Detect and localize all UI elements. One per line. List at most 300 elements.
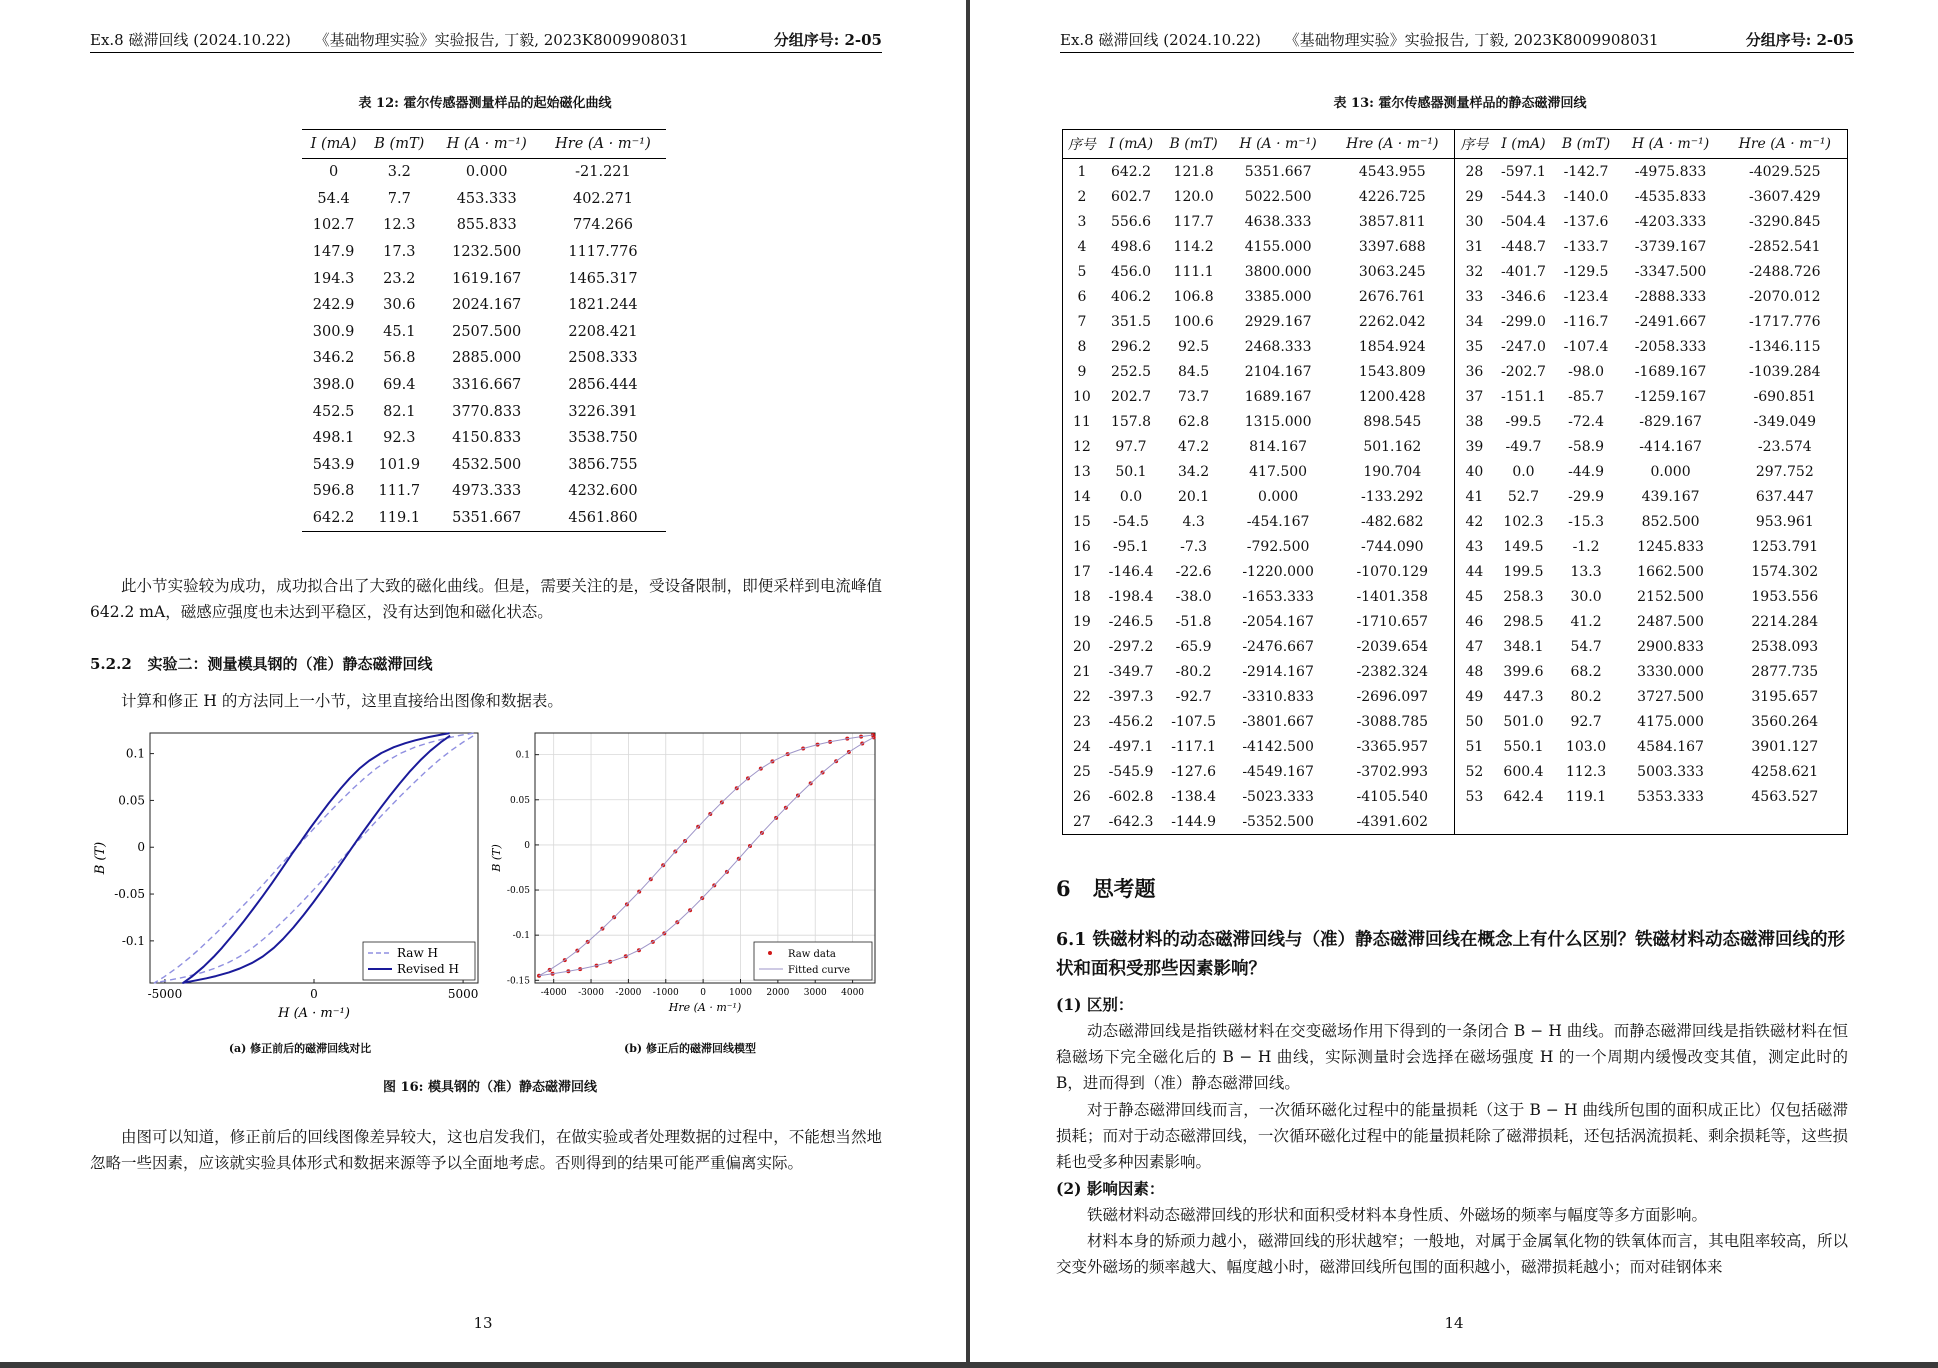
table-cell: 157.8 (1110, 413, 1152, 430)
table-cell: 62.8 (1178, 413, 1210, 430)
table-row (302, 319, 666, 346)
table-cell: -247.0 (1501, 338, 1546, 355)
table-row (302, 239, 666, 266)
table-row (1063, 809, 1848, 835)
table-cell: 4.3 (1182, 513, 1205, 530)
question-title: 铁磁材料的动态磁滞回线与（准）静态磁滞回线在概念上有什么区别？铁磁材料动态磁滞回线的形状和面积受那些因素影响？ (1056, 930, 1846, 979)
table-cell: -4203.333 (1634, 213, 1707, 230)
table-cell: 5 (1077, 263, 1087, 280)
section-6-heading (1056, 873, 1156, 903)
table-cell: 102.3 (1503, 513, 1544, 530)
table-cell: 1465.317 (568, 270, 638, 287)
table-cell: 3385.000 (1244, 288, 1312, 305)
table-cell: -349.049 (1753, 413, 1817, 430)
table-cell: -95.1 (1113, 538, 1149, 555)
table-cell: -202.7 (1501, 363, 1546, 380)
table-cell: -92.7 (1175, 688, 1212, 705)
part1-label: (1) 区别： (1056, 995, 1134, 1014)
section-title: 实验二：测量模具钢的（准）静态磁滞回线 (147, 655, 433, 673)
table-cell: -49.7 (1505, 438, 1542, 455)
table-cell: 2900.833 (1637, 638, 1704, 655)
table-cell: 298.5 (1503, 613, 1544, 630)
table-cell: 111.7 (378, 483, 421, 500)
table-cell: 111.1 (1173, 263, 1214, 280)
table-cell: -58.9 (1568, 438, 1605, 455)
legend-label: Raw data (788, 949, 836, 960)
table-cell: 23 (1073, 713, 1091, 730)
table-cell: -3088.785 (1356, 713, 1429, 730)
table-cell: -497.1 (1108, 738, 1154, 755)
table-cell: 2104.167 (1244, 363, 1312, 380)
paragraph-1: 此小节实验较为成功，成功拟合出了大致的磁化曲线。但是，需要关注的是，受设备限制，即便采样到电流峰值 642.2 mA，磁感应强度也未达到平稳区，没有达到饱和磁化状态。 (90, 577, 882, 621)
table-cell: -127.6 (1171, 763, 1216, 780)
table-cell: 11 (1073, 413, 1091, 430)
table-cell: -346.6 (1501, 288, 1546, 305)
table-cell: -2039.654 (1356, 638, 1429, 655)
table-row (1063, 434, 1848, 459)
table-cell: 4258.621 (1751, 763, 1819, 780)
table-cell: -829.167 (1639, 413, 1702, 430)
table-cell: -23.574 (1757, 438, 1812, 455)
table-cell: -2382.324 (1356, 663, 1429, 680)
table-cell (1493, 809, 1553, 835)
table-cell: 0.0 (1512, 463, 1535, 480)
table-cell: 27 (1073, 813, 1091, 830)
table-cell: -2852.541 (1749, 238, 1821, 255)
table-cell: -1717.776 (1749, 313, 1821, 330)
table-cell: -54.5 (1113, 513, 1149, 530)
table-row (1063, 659, 1848, 684)
table-cell: 44 (1455, 559, 1493, 584)
table-cell: -72.4 (1568, 413, 1605, 430)
table-cell: -133.7 (1563, 238, 1609, 255)
header-group-number: 分组序号: 2-05 (773, 31, 882, 49)
table-cell: 4155.000 (1244, 238, 1312, 255)
table-cell: 2885.000 (452, 350, 522, 367)
part2-paragraph-2: 材料本身的矫顽力越小，磁滞回线的形状越窄；一般地，对属于金属氧化物的铁氧体而言，其电阻率较高，所以交变外磁场的频率越大、幅度越小时，磁滞回线所包围的面积越小，磁滞损耗越小；而对硅钢体来 (1056, 1232, 1848, 1276)
table-cell (1723, 809, 1848, 835)
table-cell: 1 (1077, 163, 1087, 180)
table-cell: 36 (1455, 359, 1493, 384)
table-cell: 56.8 (383, 350, 416, 367)
table-header-cell: B (mT) (365, 130, 433, 159)
legend-label: Fitted curve (788, 965, 851, 976)
table-cell: -98.0 (1568, 363, 1605, 380)
table-cell: -299.0 (1501, 313, 1546, 330)
table-cell: -454.167 (1246, 513, 1310, 530)
table-cell: 4584.167 (1637, 738, 1704, 755)
table-cell: -545.9 (1108, 763, 1154, 780)
table-cell: -602.8 (1108, 788, 1154, 805)
table-cell: 18 (1073, 588, 1091, 605)
table-cell: 202.7 (1110, 388, 1152, 405)
table-cell: 1854.924 (1358, 338, 1426, 355)
table-13 (1062, 129, 1848, 835)
table-cell: 1689.167 (1244, 388, 1312, 405)
table-cell: 41.2 (1570, 613, 1602, 630)
table-cell: 300.9 (312, 323, 355, 340)
table-cell: 92.3 (383, 430, 416, 447)
table-cell: 5003.333 (1637, 763, 1704, 780)
table-cell: 642.2 (302, 505, 365, 532)
x-axis-label: Hre (A · m⁻¹) (668, 1001, 742, 1014)
table-cell: 596.8 (312, 483, 355, 500)
table-row (1063, 734, 1848, 759)
table-cell: -597.1 (1501, 163, 1546, 180)
table-cell: 84.5 (1178, 363, 1210, 380)
section-title: 思考题 (1092, 876, 1156, 901)
table-cell: 38 (1455, 409, 1493, 434)
table-cell: 149.5 (1503, 538, 1544, 555)
table-cell: 120.0 (1173, 188, 1214, 205)
table-cell: 194.3 (312, 270, 355, 287)
table-cell: 4973.333 (452, 483, 522, 500)
table-cell: 1200.428 (1358, 388, 1426, 405)
table-cell: 297.752 (1755, 463, 1814, 480)
table-cell: -3607.429 (1749, 188, 1821, 205)
table-cell: 5022.500 (1244, 188, 1312, 205)
section-number: 6 (1056, 876, 1071, 901)
table-cell: 68.2 (1570, 663, 1602, 680)
y-tick-label: -0.1 (512, 931, 530, 942)
table-cell: 953.961 (1755, 513, 1814, 530)
table-row (1063, 409, 1848, 434)
table-cell: 7.7 (387, 190, 411, 207)
table-cell: -642.3 (1108, 813, 1154, 830)
table-cell: 97.7 (1115, 438, 1147, 455)
table-cell: -2888.333 (1634, 288, 1707, 305)
paragraph-3: 由图可以知道，修正前后的回线图像差异较大，这也启发我们，在做实验或者处理数据的过程中，不能想当然地忽略一些因素，应该就实验具体形式和数据来源等予以全面地考虑。否则得到的结果可能严重偏离实际。 (90, 1128, 882, 1172)
figure-16b-caption: (b) 修正后的磁滞回线模型 (624, 1042, 756, 1055)
table13-caption: 表 13: 霍尔传感器测量样品的静态磁滞回线 (1333, 96, 1587, 111)
table-cell: 24 (1073, 738, 1091, 755)
table-row (302, 265, 666, 292)
table-cell: -3702.993 (1356, 763, 1429, 780)
table-cell: -1070.129 (1356, 563, 1429, 580)
table-cell: 1574.302 (1751, 563, 1819, 580)
table-cell: 190.704 (1363, 463, 1422, 480)
table-cell: -792.500 (1246, 538, 1310, 555)
table-cell: 3857.811 (1358, 213, 1426, 230)
table-cell: 2487.500 (1637, 613, 1704, 630)
table-cell: 34.2 (1178, 463, 1210, 480)
table-cell: 2024.167 (452, 297, 522, 314)
table-cell: 0 (328, 164, 339, 181)
table-cell: 2929.167 (1244, 313, 1312, 330)
table-cell: 20 (1073, 638, 1091, 655)
table-row (1063, 159, 1848, 185)
table-cell: 3770.833 (452, 403, 522, 420)
figure-16-caption: 图 16: 模具钢的（准）静态磁滞回线 (383, 1080, 597, 1095)
table-cell: -2476.667 (1242, 638, 1314, 655)
table-cell: 351.5 (1110, 313, 1152, 330)
table-cell: 47 (1455, 634, 1493, 659)
table-cell: 2877.735 (1751, 663, 1819, 680)
x-tick-label: -1000 (652, 988, 679, 998)
y-tick-label: 0 (524, 840, 530, 851)
table-cell: -80.2 (1175, 663, 1212, 680)
table-cell: 4543.955 (1358, 163, 1426, 180)
table-cell: -138.4 (1171, 788, 1216, 805)
table-cell: -4105.540 (1356, 788, 1429, 805)
table-cell: 28 (1455, 159, 1493, 185)
table-12 (302, 129, 666, 532)
table-cell: 39 (1455, 434, 1493, 459)
table-header-cell: I (mA) (1101, 130, 1161, 159)
table-cell: 199.5 (1503, 563, 1544, 580)
table-header-cell: 序号 (1063, 130, 1101, 159)
x-tick-label: 4000 (841, 988, 865, 998)
table-row (1063, 784, 1848, 809)
table-cell: -4142.500 (1242, 738, 1314, 755)
y-tick-label: 0.05 (118, 793, 145, 808)
table-cell: 82.1 (383, 403, 416, 420)
table-cell: 51 (1455, 734, 1493, 759)
table-cell: 4563.527 (1751, 788, 1819, 805)
table-cell: 498.6 (1110, 238, 1152, 255)
table-cell: 16 (1073, 538, 1091, 555)
table-cell: 453.333 (456, 190, 517, 207)
table-cell: -44.9 (1568, 463, 1605, 480)
table-header-cell: Hre (A · m⁻¹) (1723, 130, 1848, 159)
table-cell: 12 (1073, 438, 1091, 455)
table12-caption: 表 12: 霍尔传感器测量样品的起始磁化曲线 (358, 96, 612, 111)
page-number: 14 (1444, 1314, 1464, 1332)
table-cell: 1245.833 (1637, 538, 1704, 555)
table-cell: -99.5 (1505, 413, 1542, 430)
table-cell: -1220.000 (1242, 563, 1314, 580)
table-cell: -51.8 (1175, 613, 1212, 630)
table-cell: 119.1 (1566, 788, 1607, 805)
table-cell: -448.7 (1501, 238, 1546, 255)
table-row (1063, 309, 1848, 334)
table-cell: 3538.750 (568, 430, 638, 447)
table-cell: 501.0 (1503, 713, 1544, 730)
table-cell: 1232.500 (452, 244, 522, 261)
header-left-text: Ex.8 磁滞回线 (2024.10.22) 《基础物理实验》实验报告, 丁毅, 2023K8009908031 (90, 31, 689, 49)
table-cell: 92.7 (1570, 713, 1602, 730)
table-cell: 37 (1455, 384, 1493, 409)
table-cell: 4561.860 (540, 505, 666, 532)
table-cell: 501.162 (1363, 438, 1422, 455)
table-cell: 452.5 (312, 403, 355, 420)
part1-paragraph-2: 对于静态磁滞回线而言，一次循环磁化过程中的能量损耗（这于 B − H 曲线所包围的面积成正比）仅包括磁滞损耗；而对于动态磁滞回线，一次循环磁化过程中的能量损耗除了磁滞损耗，还包括涡流损耗、剩余损耗等，这些损耗也受多种因素影响。 (1056, 1101, 1848, 1171)
table-cell: -2488.726 (1749, 263, 1821, 280)
table-cell: 543.9 (312, 456, 355, 473)
table-cell: -1259.167 (1634, 388, 1707, 405)
table-header-cell: Hre (A · m⁻¹) (540, 130, 666, 159)
table-cell: -504.4 (1501, 213, 1546, 230)
x-tick-label: -5000 (147, 987, 183, 1001)
table-row (302, 478, 666, 505)
table-cell: 4232.600 (568, 483, 638, 500)
table-cell: 13.3 (1570, 563, 1602, 580)
table-cell: 2262.042 (1358, 313, 1426, 330)
table-cell: -1039.284 (1749, 363, 1821, 380)
table-cell: 101.9 (378, 456, 421, 473)
table-cell: -1689.167 (1634, 363, 1707, 380)
table-row (1063, 459, 1848, 484)
table-cell: 4638.333 (1244, 213, 1312, 230)
table-row (1063, 359, 1848, 384)
table-cell (1619, 809, 1723, 835)
table-cell: 2676.761 (1358, 288, 1426, 305)
table-row (302, 186, 666, 213)
y-tick-label: 0 (137, 840, 145, 855)
table-cell: 550.1 (1503, 738, 1544, 755)
table-cell: -3310.833 (1242, 688, 1314, 705)
table-cell: -3801.667 (1242, 713, 1314, 730)
table-cell: -107.5 (1171, 713, 1216, 730)
table-cell: -4975.833 (1634, 163, 1707, 180)
table-cell: 43 (1455, 534, 1493, 559)
table-header-cell: I (mA) (302, 130, 365, 159)
table-cell: -1346.115 (1749, 338, 1821, 355)
table-cell: 10 (1073, 388, 1091, 405)
table-cell: -2696.097 (1356, 688, 1429, 705)
table-cell: -2058.333 (1634, 338, 1707, 355)
table-cell (1455, 809, 1493, 835)
table-cell: -744.090 (1360, 538, 1424, 555)
table-row (302, 505, 666, 532)
table-cell: -137.6 (1563, 213, 1609, 230)
table-cell: 12.3 (383, 217, 416, 234)
table-cell: 0.000 (1258, 488, 1299, 505)
table-cell: -1710.657 (1356, 613, 1429, 630)
table-cell: 2538.093 (1751, 638, 1819, 655)
table-cell: 1953.556 (1751, 588, 1819, 605)
y-tick-label: -0.1 (121, 933, 145, 948)
table-cell: 2208.421 (568, 323, 638, 340)
table-row (1063, 284, 1848, 309)
table-row (1063, 509, 1848, 534)
table-cell: 21 (1073, 663, 1091, 680)
table-row (302, 345, 666, 372)
table-cell: -7.3 (1180, 538, 1208, 555)
table-header-cell: H (A · m⁻¹) (1619, 130, 1723, 159)
table-cell: 1315.000 (1244, 413, 1312, 430)
table-cell: 29 (1455, 184, 1493, 209)
y-tick-label: -0.15 (506, 976, 530, 987)
table-cell: 49 (1455, 684, 1493, 709)
x-tick-label: 1000 (729, 988, 752, 998)
page-13 (0, 0, 966, 1362)
table-cell: 2508.333 (568, 350, 638, 367)
table-cell: 498.1 (312, 430, 355, 447)
table-cell: 2152.500 (1637, 588, 1704, 605)
table-cell: 3.2 (387, 164, 411, 181)
table-row (302, 398, 666, 425)
table-cell: 1543.809 (1358, 363, 1426, 380)
table-cell: 402.271 (572, 190, 633, 207)
table-cell: 348.1 (1503, 638, 1544, 655)
table-row (1063, 759, 1848, 784)
table-header-cell: I (mA) (1493, 130, 1553, 159)
table-cell: 1821.244 (568, 297, 638, 314)
table-cell: 4226.725 (1358, 188, 1426, 205)
table-cell: -22.6 (1175, 563, 1212, 580)
table-cell: 642.2 (1110, 163, 1152, 180)
table-cell: 0.000 (465, 164, 508, 181)
table-cell: 54.4 (317, 190, 350, 207)
table-row (302, 425, 666, 452)
table-cell: 2468.333 (1244, 338, 1312, 355)
table-cell: 50.1 (1115, 463, 1147, 480)
table-header-cell: H (A · m⁻¹) (1226, 130, 1330, 159)
series-line (539, 735, 874, 976)
table-cell: 35 (1455, 334, 1493, 359)
table-cell: 406.2 (1110, 288, 1152, 305)
y-tick-label: -0.05 (114, 887, 145, 902)
table-cell: -3347.500 (1634, 263, 1707, 280)
table-cell: 30.0 (1570, 588, 1602, 605)
table-row (302, 212, 666, 239)
table-cell: 252.5 (1110, 363, 1152, 380)
question-number: 6.1 (1056, 930, 1087, 950)
part1-paragraph-1: 动态磁滞回线是指铁磁材料在交变磁场作用下得到的一条闭合 B − H 曲线。而静态磁滞回线是指铁磁材料在恒稳磁场下完全磁化后的 B − H 曲线，实际测量时会选择在磁场强度 H 的一个周期内缓慢改变其值，测定此时的 B，进而得到（准）静态磁滞回线。 (1056, 1022, 1848, 1092)
table-cell: 106.8 (1173, 288, 1214, 305)
x-tick-label: -4000 (540, 988, 567, 998)
table-cell: -15.3 (1568, 513, 1605, 530)
x-tick-label: -3000 (578, 988, 605, 998)
table-cell: 0.0 (1119, 488, 1143, 505)
table-cell: 2214.284 (1751, 613, 1819, 630)
table-cell: 69.4 (383, 377, 416, 394)
table-cell: 3316.667 (452, 377, 522, 394)
y-tick-label: -0.05 (506, 886, 530, 897)
table-cell: 112.3 (1566, 763, 1607, 780)
y-axis-label: B (T) (490, 844, 503, 872)
table-cell: -151.1 (1501, 388, 1546, 405)
legend-label: Raw H (397, 946, 439, 960)
table-cell: -5023.333 (1242, 788, 1314, 805)
question-6-1 (1056, 926, 1848, 984)
table-cell: -690.851 (1753, 388, 1817, 405)
y-axis-label: B (T) (93, 841, 108, 875)
table-cell: 41 (1455, 484, 1493, 509)
header-left-text: Ex.8 磁滞回线 (2024.10.22) 《基础物理实验》实验报告, 丁毅, 2023K8009908031 (1060, 31, 1659, 49)
table-cell: 399.6 (1503, 663, 1544, 680)
table-cell: 33 (1455, 284, 1493, 309)
table-row (1063, 184, 1848, 209)
table-cell: 50 (1455, 709, 1493, 734)
table-cell: -1653.333 (1242, 588, 1314, 605)
table-cell: 19 (1073, 613, 1091, 630)
part2-label: (2) 影响因素： (1056, 1179, 1165, 1198)
table-cell: -4391.602 (1356, 813, 1429, 830)
table-cell: -117.1 (1171, 738, 1216, 755)
table-cell: 5351.667 (1244, 163, 1312, 180)
table-cell: 30 (1455, 209, 1493, 234)
table-cell: 3901.127 (1751, 738, 1819, 755)
table-cell: 1117.776 (568, 244, 638, 261)
x-tick-label: 0 (700, 988, 706, 998)
table-cell: -140.0 (1563, 188, 1609, 205)
table-cell: -129.5 (1563, 263, 1609, 280)
table-cell: 602.7 (1110, 188, 1152, 205)
running-header (90, 26, 882, 53)
table-cell: 46 (1455, 609, 1493, 634)
x-tick-label: 0 (310, 987, 318, 1001)
section-5-2-2-heading (90, 653, 432, 674)
table-cell: 5351.667 (433, 505, 539, 532)
table-cell: 774.266 (572, 217, 633, 234)
table-cell: 52 (1455, 759, 1493, 784)
table-cell: 3195.657 (1751, 688, 1819, 705)
table-cell: -65.9 (1175, 638, 1212, 655)
figure-16a-caption: (a) 修正前后的磁滞回线对比 (228, 1042, 372, 1055)
table-cell: 22 (1073, 688, 1091, 705)
